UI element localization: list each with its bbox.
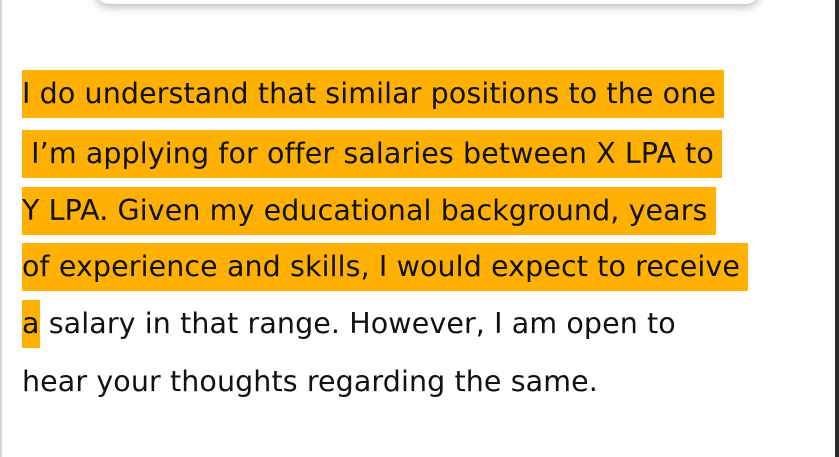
- paragraph-line-5: [22, 300, 676, 348]
- highlighted-text: I do understand that similar positions to the one: [22, 70, 724, 118]
- left-frame-edge: [0, 0, 2, 457]
- paragraph-line-4: [22, 243, 748, 291]
- paragraph-line-6: [22, 358, 598, 406]
- top-card-shadow: [95, 0, 760, 4]
- plain-text: hear your thoughts regarding the same.: [22, 365, 598, 398]
- highlighted-text: of experience and skills, I would expect to receive: [22, 243, 748, 291]
- paragraph-line-2: [22, 130, 722, 178]
- right-frame-edge: [835, 0, 839, 457]
- plain-text: salary in that range. However, I am open to: [39, 307, 676, 340]
- paragraph-line-3: [22, 187, 716, 235]
- highlighted-text: I’m applying for offer salaries between X LPA to: [22, 130, 722, 178]
- highlighted-text: Y LPA. Given my educational background, years: [22, 187, 716, 235]
- paragraph-line-1: [22, 70, 724, 118]
- highlighted-text: a: [22, 300, 40, 348]
